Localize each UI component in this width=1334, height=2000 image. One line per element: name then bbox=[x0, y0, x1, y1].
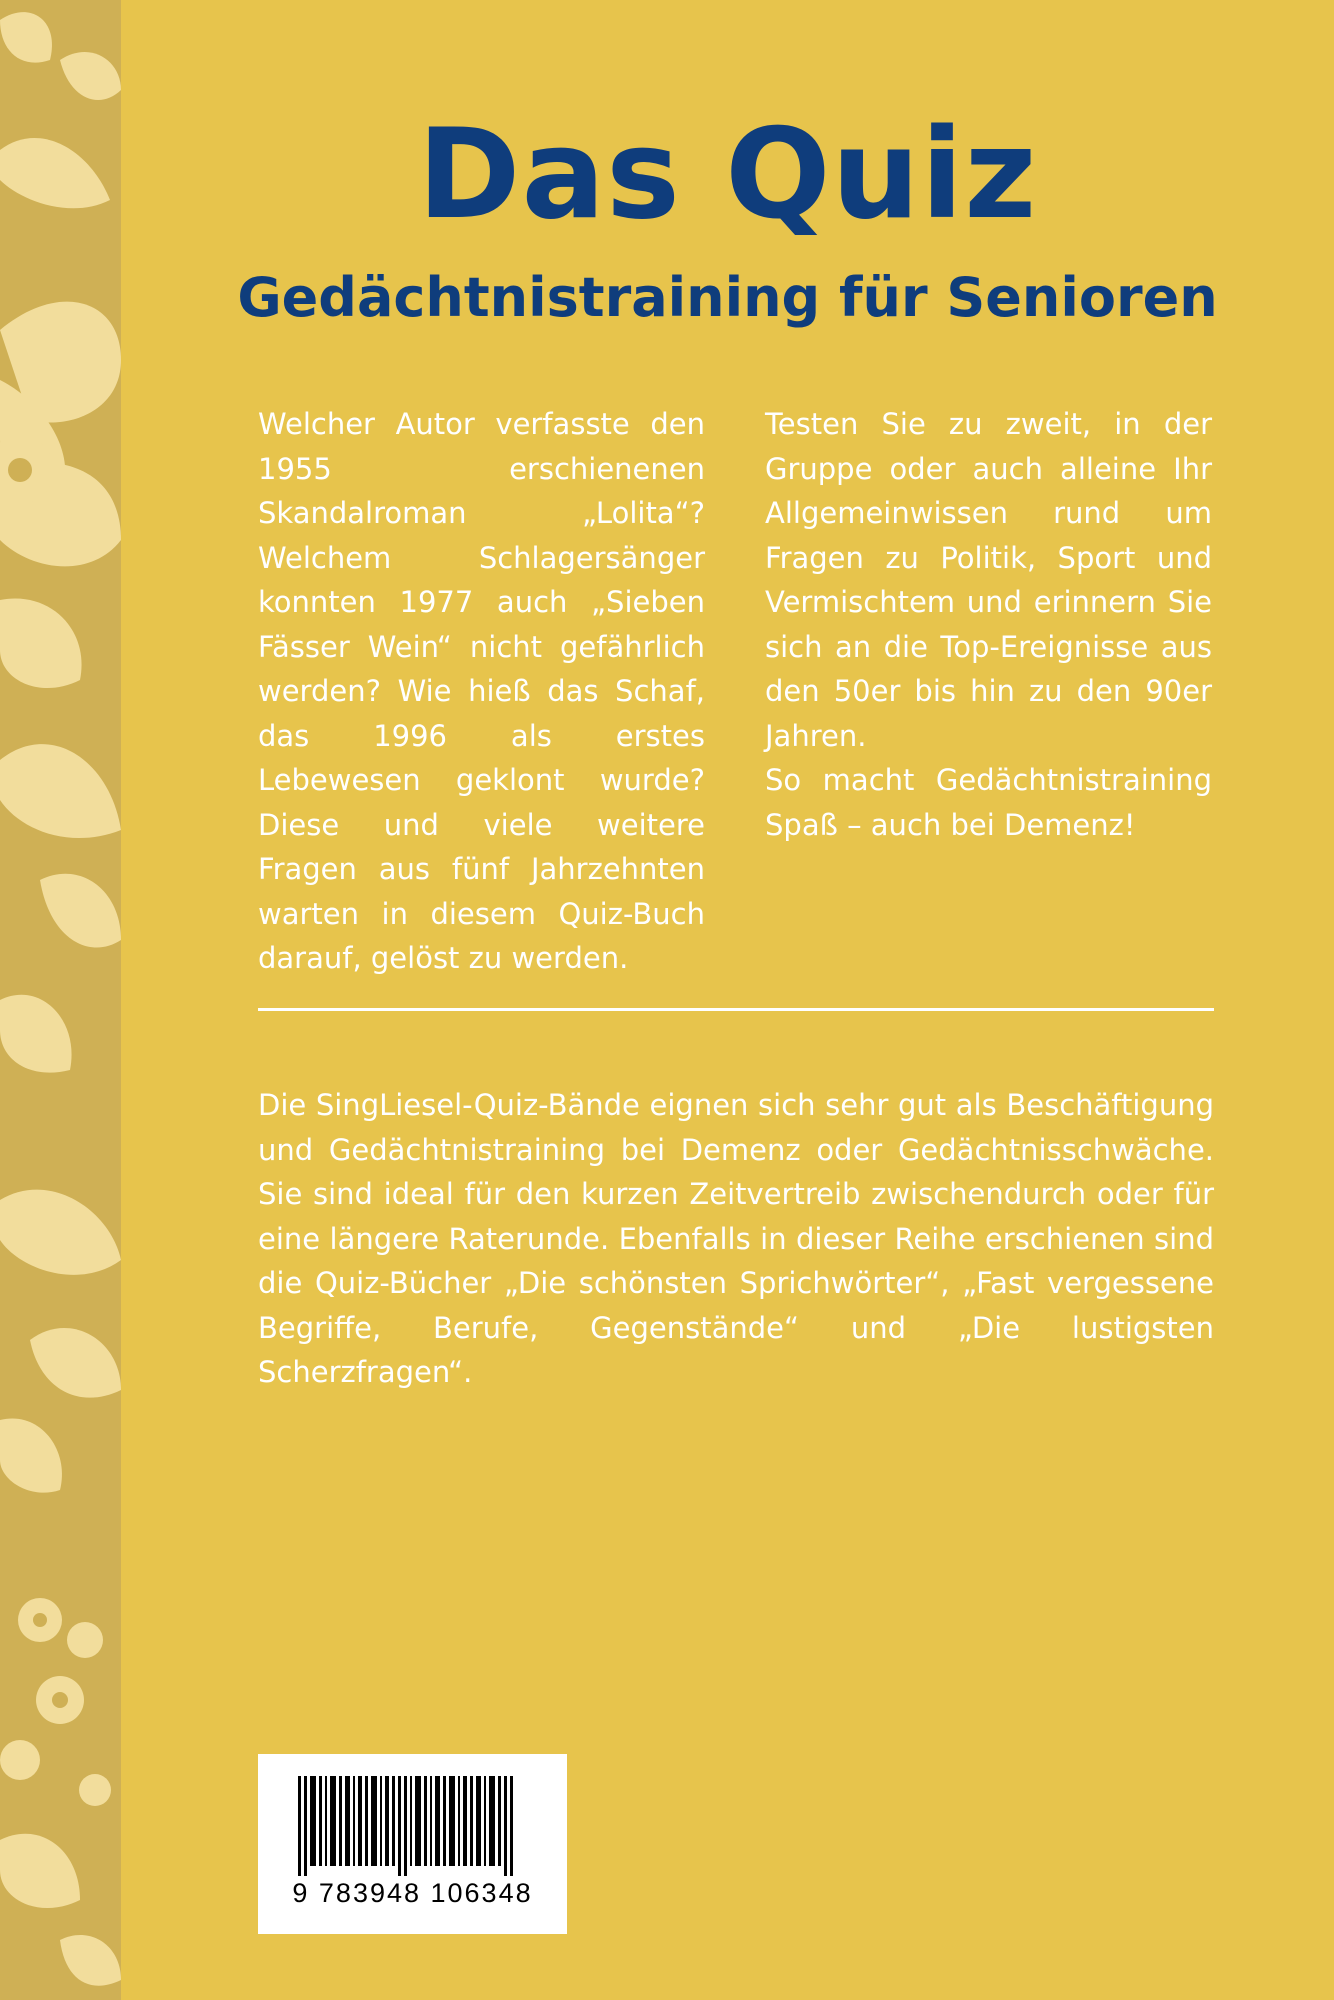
intro-left-paragraph: Welcher Autor verfasste den 1955 erschienenen Skandalroman „Lolita“? Welchem Schlagersänger konnten 1977 auch „Sieben Fässer Wein“ nicht gefährlich werden? Wie hieß das Schaf, das 1996 als erstes Lebewesen geklont wurde? Diese und viele weitere Fragen aus fünf Jahrzehnten warten in diesem Quiz-Buch darauf, gelöst zu werden. bbox=[258, 407, 705, 975]
book-title: Das Quiz bbox=[417, 103, 1038, 247]
barcode bbox=[258, 1754, 567, 1934]
barcode-number: 9 783948 106348 bbox=[292, 1878, 533, 1908]
floral-side-strip bbox=[0, 0, 121, 2000]
floral-pattern-icon bbox=[0, 0, 121, 2000]
intro-right-paragraph: Testen Sie zu zweit, in der Gruppe oder auch alleine Ihr Allgemeinwissen rund um Fragen zu Politik, Sport und Vermischtem und erinnern Sie sich an die Top-Ereignisse aus den 50er bis hin zu den 90er Jahren. bbox=[765, 407, 1212, 753]
barcode-icon bbox=[258, 1754, 567, 1878]
book-subtitle: Gedächtnistraining für Senioren bbox=[237, 266, 1218, 329]
intro-tagline: So macht Gedächtnistraining Spaß – auch bei Demenz! bbox=[765, 763, 1212, 842]
series-description: Die SingLiesel-Quiz-Bände eignen sich sehr gut als Beschäftigung und Gedächtnistraining bei Demenz oder Gedächtnisschwäche. Sie sind ideal für den kurzen Zeitvertreib zwischendurch oder für eine längere Raterunde. Ebenfalls in dieser Reihe erschienen sind die Quiz-Bücher „Die schönsten Sprichwörter“, „Fast vergessene Begriffe, Berufe, Gegenstände“ und „Die lustigsten Scherzfragen“. bbox=[258, 1088, 1214, 1389]
section-divider bbox=[258, 1008, 1214, 1011]
